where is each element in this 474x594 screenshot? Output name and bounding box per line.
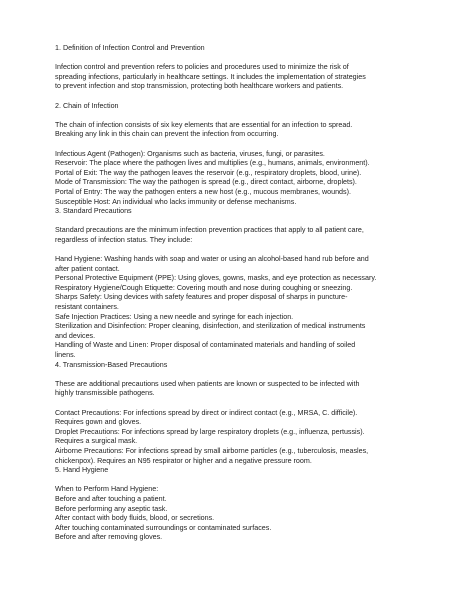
list-item: Contact Precautions: For infections spread by direct or indirect contact (e.g., MRSA, C. difficile). [55, 408, 358, 417]
list-item: Sterilization and Disinfection: Proper cleaning, disinfection, and sterilization of medical instruments [55, 322, 366, 331]
list-item: After touching contaminated surroundings or contaminated surfaces. [55, 523, 272, 532]
paragraph-line: to prevent infection and stop transmission, protecting both healthcare workers and patients. [55, 82, 344, 91]
spacer [55, 92, 435, 102]
list-item: Before and after touching a patient. [55, 494, 167, 503]
spacer [55, 140, 435, 150]
list-item: chickenpox). Requires an N95 respirator or higher and a negative pressure room. [55, 456, 312, 465]
spacer [55, 111, 435, 121]
list-item: resistant containers. [55, 303, 119, 312]
section-heading: 2. Chain of Infection [55, 101, 119, 110]
list-item: Handling of Waste and Linen: Proper disposal of contaminated materials and handling of soiled [55, 341, 356, 350]
list-item: and devices. [55, 331, 96, 340]
list-item: linens. [55, 351, 76, 359]
paragraph-line: Standard precautions are the minimum infection prevention practices that apply to all patient care, [55, 226, 364, 235]
section-transmission-based-precautions [55, 361, 435, 467]
spacer [55, 399, 435, 409]
paragraph-line: highly transmissible pathogens. [55, 389, 155, 398]
section-heading: 3. Standard Precautions [55, 207, 132, 216]
paragraph-line: The chain of infection consists of six key elements that are essential for an infection to spread. [55, 120, 353, 129]
list-item: Respiratory Hygiene/Cough Etiquette: Covering mouth and nose during coughing or sneezing. [55, 283, 353, 292]
section-standard-precautions [55, 207, 435, 361]
list-item: Requires a surgical mask. [55, 437, 138, 446]
document-content [55, 44, 435, 543]
list-item: after patient contact. [55, 264, 120, 273]
list-item: Reservoir: The place where the pathogen lives and multiplies (e.g., humans, animals, environment). [55, 159, 370, 168]
paragraph-line: regardless of infection status. They include: [55, 235, 193, 244]
list-item: Droplet Precautions: For infections spread by large respiratory droplets (e.g., influenza, pertussis). [55, 427, 365, 436]
list-item: Hand Hygiene: Washing hands with soap and water or using an alcohol-based hand rub before and [55, 255, 369, 264]
list-item: Safe Injection Practices: Using a new needle and syringe for each injection. [55, 312, 294, 321]
list-item: Susceptible Host: An individual who lacks immunity or defense mechanisms. [55, 197, 297, 206]
list-item: Mode of Transmission: The way the pathogen is spread (e.g., direct contact, airborne, droplets). [55, 178, 357, 187]
list-item: Portal of Exit: The way the pathogen leaves the reservoir (e.g., respiratory droplets, blood, urine). [55, 168, 362, 177]
list-item: Before and after removing gloves. [55, 533, 163, 542]
list-item: Requires gown and gloves. [55, 418, 142, 427]
paragraph-line: Infection control and prevention refers to policies and procedures used to minimize the risk of [55, 63, 349, 72]
list-item: Before performing any aseptic task. [55, 504, 168, 513]
list-item: Personal Protective Equipment (PPE): Using gloves, gowns, masks, and eye protection as necessary. [55, 274, 377, 283]
section-hand-hygiene [55, 466, 435, 543]
list-item: Portal of Entry: The way the pathogen enters a new host (e.g., mucous membranes, wounds). [55, 187, 351, 196]
paragraph-line: spreading infections, particularly in healthcare settings. It includes the implementation of strategies [55, 72, 366, 81]
section-heading: 5. Hand Hygiene [55, 466, 109, 475]
spacer [55, 217, 435, 227]
spacer [55, 370, 435, 380]
section-heading: 1. Definition of Infection Control and Prevention [55, 44, 205, 52]
list-item: Sharps Safety: Using devices with safety features and proper disposal of sharps in puncture- [55, 293, 348, 302]
section-heading: 4. Transmission-Based Precautions [55, 360, 168, 369]
list-item: Airborne Precautions: For infections spread by small airborne particles (e.g., tuberculosis, measles, [55, 446, 369, 455]
spacer [55, 245, 435, 255]
section-definition [55, 44, 435, 92]
paragraph-line: Breaking any link in this chain can prevent the infection from occurring. [55, 130, 279, 139]
paragraph-line: These are additional precautions used when patients are known or suspected to be infected with [55, 379, 360, 388]
list-item: Infectious Agent (Pathogen): Organisms such as bacteria, viruses, fungi, or parasites. [55, 149, 325, 158]
section-chain-of-infection [55, 102, 435, 208]
spacer [55, 476, 435, 486]
paragraph-line: When to Perform Hand Hygiene: [55, 485, 159, 494]
spacer [55, 54, 435, 64]
list-item: After contact with body fluids, blood, or secretions. [55, 514, 215, 523]
